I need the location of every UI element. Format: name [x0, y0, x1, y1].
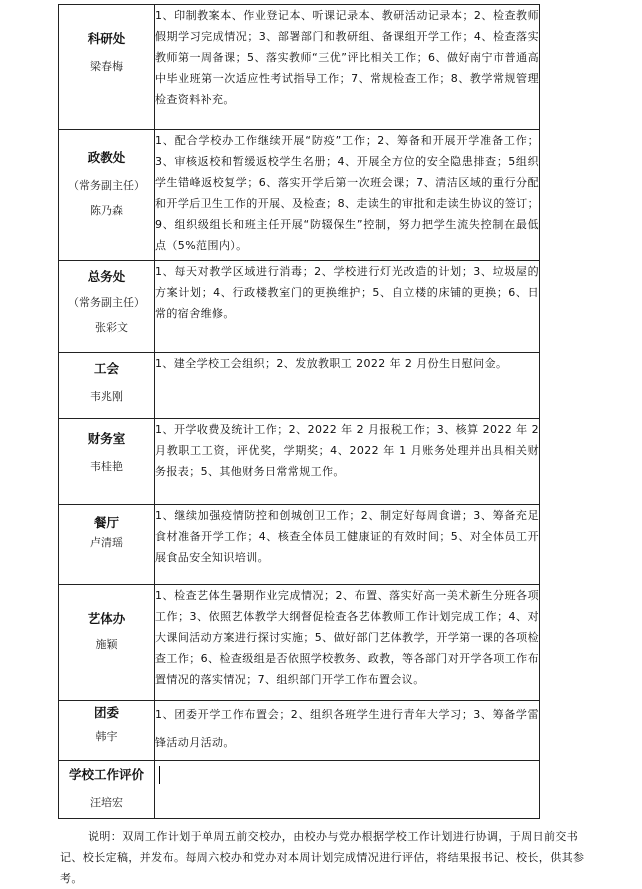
department-cell	[59, 505, 155, 585]
work-content: 1、印制教案本、作业登记本、听课记录本、教研活动记录本；2、检查教师假期学习完成情况；3、部署部门和教研组、备课组开学工作；4、检查落实教师第一周备课；5、落实教师“三优”评比相关工作；6、做好南宁市普通高中毕业班第一次适应性考试指导工作；7、常规检查工作；8、教学常规管理检查资料补充。	[155, 9, 539, 106]
work-content-cell	[155, 353, 540, 419]
work-content: 1、每天对教学区域进行消毒；2、学校进行灯光改造的计划；3、垃圾屋的方案计划；4、行政楼教室门的更换维护；5、自立楼的床铺的更换；6、日常的宿舍维修。	[155, 265, 539, 320]
work-content: 1、配合学校办工作继续开展“防疫”工作；2、筹备和开展开学准备工作；3、审核返校和暂缓返校学生名册；4、开展全方位的安全隐患排查；5组织学生错峰返校复学；6、落实开学后第一次班会课；7、清洁区域的重行分配和开学后卫生工作的开展、及检查；8、走读生的审批和走读生协议的签订；9、组织级组长和班主任开展“防辍保生”控制，努力把学生流失控制在最低点（5%范围内）。	[155, 134, 539, 252]
weekly-work-plan-table	[58, 4, 540, 819]
department-name: 餐厅	[93, 515, 119, 530]
table-row	[59, 419, 540, 505]
responsible-person: 梁春梅	[90, 60, 123, 73]
work-content-cell	[155, 5, 540, 130]
table-row	[59, 505, 540, 585]
responsible-person: 陈乃森	[90, 204, 123, 217]
work-content: 1、继续加强疫情防控和创城创卫工作；2、制定好每周食谱；3、筹备充足食材准备开学工作；4、核查全体员工健康证的有效时间；5、对全体员工开展食品安全知识培训。	[155, 509, 539, 564]
evaluation-input-cell[interactable]	[155, 761, 540, 819]
responsible-person: 韩宇	[95, 730, 118, 743]
department-name: 科研处	[87, 31, 126, 46]
table-row	[59, 761, 540, 819]
department-name: 工会	[93, 361, 119, 376]
department-name: 艺体办	[87, 611, 126, 626]
table-row	[59, 5, 540, 130]
department-cell	[59, 353, 155, 419]
work-content: 1、团委开学工作布置会；2、组织各班学生进行青年大学习；3、筹备学雷锋活动月活动。	[155, 708, 539, 749]
work-content-cell	[155, 261, 540, 353]
responsible-person: 韦桂艳	[90, 460, 123, 473]
department-name: 团委	[93, 705, 119, 720]
responsible-person: 施颖	[95, 638, 118, 651]
work-content: 1、检查艺体生暑期作业完成情况；2、布置、落实好高一美术新生分班各项工作；3、依照艺体教学大纲督促检查各艺体教师工作计划完成工作；4、对大课间活动方案进行探讨实施；5、做好部门艺体教学，开学第一课的各项检查工作；6、检查级组是否依照学校教务、政教，等各部门对开学各项工作布置情况的落实情况；7、组织部门开学工作布置会议。	[155, 589, 539, 686]
table-row	[59, 130, 540, 261]
department-cell	[59, 5, 155, 130]
department-name: 财务室	[87, 431, 126, 446]
work-content-cell	[155, 585, 540, 701]
responsible-person: 韦兆刚	[90, 390, 123, 403]
explanation-note: 说明：双周工作计划于单周五前交校办，由校办与党办根据学校工作计划进行协调，于周日前交书记、校长定稿，并发布。每周六校办和党办对本周计划完成情况进行评估，将结果报书记、校长，供其参考。	[60, 830, 585, 885]
work-content-cell	[155, 505, 540, 585]
table-row	[59, 701, 540, 761]
department-name: 政教处	[87, 150, 126, 165]
work-content-cell	[155, 701, 540, 761]
responsible-person: 卢清瑶	[90, 536, 123, 549]
work-content-cell	[155, 419, 540, 505]
department-role: （常务副主任）	[68, 296, 145, 309]
department-cell	[59, 419, 155, 505]
department-cell	[59, 701, 155, 761]
table-row	[59, 585, 540, 701]
work-content: 1、建全学校工会组织；2、发放教职工 2022 年 2 月份生日慰问金。	[155, 357, 508, 370]
department-role: （常务副主任）	[68, 179, 145, 192]
responsible-person: 张彩文	[95, 321, 128, 334]
text-cursor	[159, 766, 160, 784]
table-row	[59, 261, 540, 353]
department-cell	[59, 585, 155, 701]
work-content-cell	[155, 130, 540, 261]
work-content: 1、开学收费及统计工作；2、2022 年 2 月报税工作；3、核算 2022 年 2 月教职工工资，评优奖，学期奖；4、2022 年 1 月账务处理并出具相关财务报表；5、其他财务日常常规工作。	[155, 423, 539, 478]
department-cell	[59, 261, 155, 353]
department-name: 学校工作评价	[68, 767, 144, 782]
department-name: 总务处	[87, 269, 126, 284]
department-cell	[59, 761, 155, 819]
department-cell	[59, 130, 155, 261]
table-row	[59, 353, 540, 419]
responsible-person: 汪培宏	[90, 796, 123, 809]
